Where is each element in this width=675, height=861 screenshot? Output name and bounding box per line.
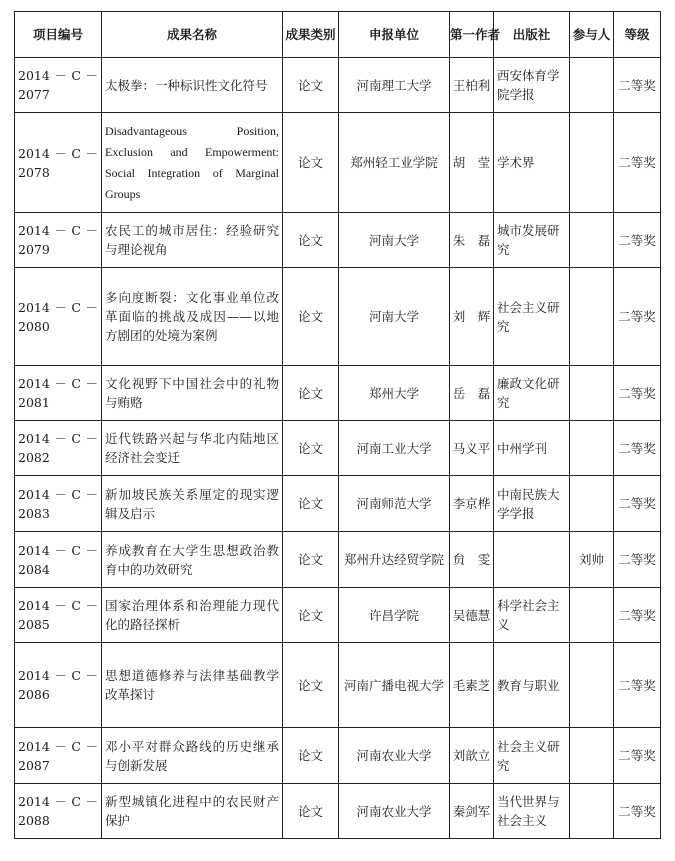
project-id: 2014 － C －2086 <box>15 643 102 728</box>
award-level: 二等奖 <box>614 476 661 532</box>
participant <box>570 476 614 532</box>
participant <box>570 113 614 213</box>
result-title: 新加坡民族关系厘定的现实逻辑及启示 <box>102 476 283 532</box>
publisher: 科学社会主义 <box>494 588 570 643</box>
participant <box>570 784 614 839</box>
header-unit: 申报单位 <box>339 12 450 58</box>
project-id: 2014 － C －2087 <box>15 728 102 784</box>
result-title: 国家治理体系和治理能力现代化的路径探析 <box>102 588 283 643</box>
header-type: 成果类别 <box>283 12 339 58</box>
first-author: 胡 莹 <box>450 113 494 213</box>
award-level: 二等奖 <box>614 113 661 213</box>
result-title: 养成教育在大学生思想政治教育中的功效研究 <box>102 532 283 588</box>
result-title: 太极拳：一种标识性文化符号 <box>102 58 283 113</box>
table-row <box>15 421 661 476</box>
applicant-unit: 河南农业大学 <box>339 784 450 839</box>
table-row <box>15 476 661 532</box>
table-row <box>15 113 661 213</box>
header-participant: 参与人 <box>570 12 614 58</box>
applicant-unit: 郑州升达经贸学院 <box>339 532 450 588</box>
first-author: 王柏利 <box>450 58 494 113</box>
applicant-unit: 河南工业大学 <box>339 421 450 476</box>
award-level: 二等奖 <box>614 213 661 268</box>
project-id: 2014 － C －2088 <box>15 784 102 839</box>
participant <box>570 213 614 268</box>
award-level: 二等奖 <box>614 268 661 366</box>
first-author: 朱 磊 <box>450 213 494 268</box>
award-level: 二等奖 <box>614 421 661 476</box>
applicant-unit: 郑州大学 <box>339 366 450 421</box>
applicant-unit: 郑州轻工业学院 <box>339 113 450 213</box>
result-type: 论文 <box>283 728 339 784</box>
publisher: 中州学刊 <box>494 421 570 476</box>
participant <box>570 366 614 421</box>
project-id: 2014 － C －2079 <box>15 213 102 268</box>
result-type: 论文 <box>283 643 339 728</box>
header-project-id: 项目编号 <box>15 12 102 58</box>
result-type: 论文 <box>283 268 339 366</box>
table-row <box>15 268 661 366</box>
participant <box>570 421 614 476</box>
first-author: 秦剑军 <box>450 784 494 839</box>
award-level: 二等奖 <box>614 366 661 421</box>
table-row <box>15 213 661 268</box>
publisher: 社会主义研究 <box>494 268 570 366</box>
applicant-unit: 河南理工大学 <box>339 58 450 113</box>
awards-table <box>14 11 661 839</box>
result-type: 论文 <box>283 476 339 532</box>
header-first-author: 第一作者 <box>450 12 494 58</box>
result-type: 论文 <box>283 113 339 213</box>
result-title: 新型城镇化进程中的农民财产保护 <box>102 784 283 839</box>
result-type: 论文 <box>283 421 339 476</box>
table-row <box>15 588 661 643</box>
participant <box>570 588 614 643</box>
header-row <box>15 12 661 58</box>
header-publisher: 出版社 <box>494 12 570 58</box>
publisher: 教育与职业 <box>494 643 570 728</box>
award-level: 二等奖 <box>614 643 661 728</box>
result-title: Disadvantageous Position, Exclusion and Empowerment: Social Integration of Marginal Groups <box>102 113 283 213</box>
first-author: 刘歆立 <box>450 728 494 784</box>
project-id: 2014 － C －2083 <box>15 476 102 532</box>
result-type: 论文 <box>283 588 339 643</box>
applicant-unit: 河南大学 <box>339 268 450 366</box>
applicant-unit: 河南农业大学 <box>339 728 450 784</box>
result-title: 多向度断裂：文化事业单位改革面临的挑战及成因——以地方剧团的处境为案例 <box>102 268 283 366</box>
project-id: 2014 － C －2085 <box>15 588 102 643</box>
publisher <box>494 532 570 588</box>
table-row <box>15 366 661 421</box>
result-title: 近代铁路兴起与华北内陆地区经济社会变迁 <box>102 421 283 476</box>
participant <box>570 58 614 113</box>
result-type: 论文 <box>283 532 339 588</box>
publisher: 廉政文化研究 <box>494 366 570 421</box>
award-level: 二等奖 <box>614 58 661 113</box>
project-id: 2014 － C －2077 <box>15 58 102 113</box>
table-row <box>15 784 661 839</box>
first-author: 李京桦 <box>450 476 494 532</box>
project-id: 2014 － C －2078 <box>15 113 102 213</box>
first-author: 贠 雯 <box>450 532 494 588</box>
project-id: 2014 － C －2082 <box>15 421 102 476</box>
result-type: 论文 <box>283 213 339 268</box>
result-title: 农民工的城市居住：经验研究与理论视角 <box>102 213 283 268</box>
first-author: 马义平 <box>450 421 494 476</box>
award-level: 二等奖 <box>614 588 661 643</box>
publisher: 社会主义研究 <box>494 728 570 784</box>
result-type: 论文 <box>283 58 339 113</box>
first-author: 岳 磊 <box>450 366 494 421</box>
award-level: 二等奖 <box>614 728 661 784</box>
first-author: 刘 辉 <box>450 268 494 366</box>
table-row <box>15 643 661 728</box>
result-type: 论文 <box>283 366 339 421</box>
participant <box>570 643 614 728</box>
first-author: 吴德慧 <box>450 588 494 643</box>
publisher: 西安体育学院学报 <box>494 58 570 113</box>
table-row <box>15 532 661 588</box>
publisher: 中南民族大学学报 <box>494 476 570 532</box>
participant <box>570 728 614 784</box>
applicant-unit: 河南师范大学 <box>339 476 450 532</box>
award-level: 二等奖 <box>614 532 661 588</box>
table-row <box>15 728 661 784</box>
table-row <box>15 58 661 113</box>
publisher: 当代世界与社会主义 <box>494 784 570 839</box>
result-type: 论文 <box>283 784 339 839</box>
project-id: 2014 － C －2084 <box>15 532 102 588</box>
applicant-unit: 河南大学 <box>339 213 450 268</box>
publisher: 学术界 <box>494 113 570 213</box>
participant <box>570 268 614 366</box>
applicant-unit: 河南广播电视大学 <box>339 643 450 728</box>
publisher: 城市发展研究 <box>494 213 570 268</box>
project-id: 2014 － C －2081 <box>15 366 102 421</box>
award-level: 二等奖 <box>614 784 661 839</box>
result-title: 思想道德修养与法律基础教学改革探讨 <box>102 643 283 728</box>
header-title: 成果名称 <box>102 12 283 58</box>
header-level: 等级 <box>614 12 661 58</box>
applicant-unit: 许昌学院 <box>339 588 450 643</box>
participant: 刘帅 <box>570 532 614 588</box>
result-title: 文化视野下中国社会中的礼物与贿赂 <box>102 366 283 421</box>
project-id: 2014 － C －2080 <box>15 268 102 366</box>
result-title: 邓小平对群众路线的历史继承与创新发展 <box>102 728 283 784</box>
first-author: 毛素芝 <box>450 643 494 728</box>
